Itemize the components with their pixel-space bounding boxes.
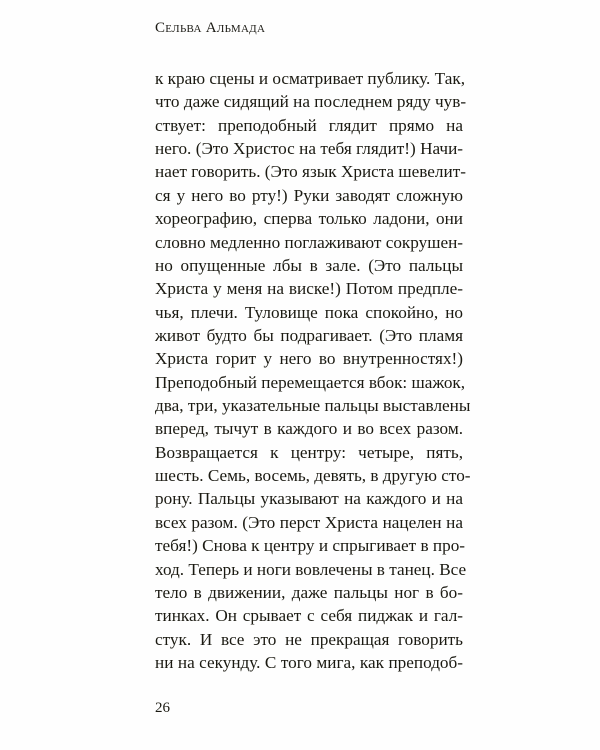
- text-line: вперед, тычут в каждого и во всех разом.: [155, 419, 463, 439]
- text-line: тинках. Он срывает с себя пиджак и гал-: [155, 606, 463, 626]
- text-line: тело в движении, даже пальцы ног в бо-: [155, 582, 463, 602]
- text-line: живот будто бы подрагивает. (Это пламя: [155, 325, 463, 345]
- text-line: хореографию, сперва только ладони, они: [155, 209, 463, 229]
- text-line: ни на секунду. С того мига, как преподоб-: [155, 652, 463, 672]
- running-head-author: Сельва Альмада: [155, 20, 266, 36]
- text-line: нает говорить. (Это язык Христа шевелит-: [155, 162, 466, 182]
- body-text: [155, 67, 471, 674]
- text-line: ся у него во рту!) Руки заводят сложную: [155, 185, 463, 205]
- text-line: рону. Пальцы указывают на каждого и на: [155, 489, 463, 509]
- text-line: Христа у меня на виске!) Потом предпле-: [155, 279, 463, 299]
- text-line: словно медленно поглаживают сокрушен-: [155, 232, 464, 252]
- text-line: ствует: преподобный глядит прямо на: [155, 115, 463, 135]
- text-line: но опущенные лбы в зале. (Это пальцы: [155, 255, 463, 275]
- text-line: тебя!) Снова к центру и спрыгивает в про-: [155, 536, 466, 556]
- text-line: стук. И все это не прекращая говорить: [155, 629, 463, 649]
- text-line: что даже сидящий на последнем ряду чув-: [155, 92, 467, 112]
- text-line: к краю сцены и осматривает публику. Так,: [155, 69, 465, 88]
- text-line: Возвращается к центру: четыре, пять,: [155, 442, 463, 462]
- page-number: 26: [155, 700, 170, 716]
- text-line: два, три, указательные пальцы выставлены: [155, 396, 471, 416]
- text-line: ход. Теперь и ноги вовлечены в танец. Все: [155, 559, 467, 579]
- text-line: Преподобный перемещается вбок: шажок,: [155, 372, 466, 392]
- text-line: всех разом. (Это перст Христа нацелен на: [155, 512, 463, 532]
- text-line: Христа горит у него во внутренностях!): [155, 349, 463, 369]
- text-line: чья, плечи. Туловище пока спокойно, но: [155, 302, 463, 322]
- text-line: него. (Это Христос на тебя глядит!) Начи-: [155, 139, 463, 159]
- text-line: шесть. Семь, восемь, девять, в другую сто-: [155, 466, 471, 486]
